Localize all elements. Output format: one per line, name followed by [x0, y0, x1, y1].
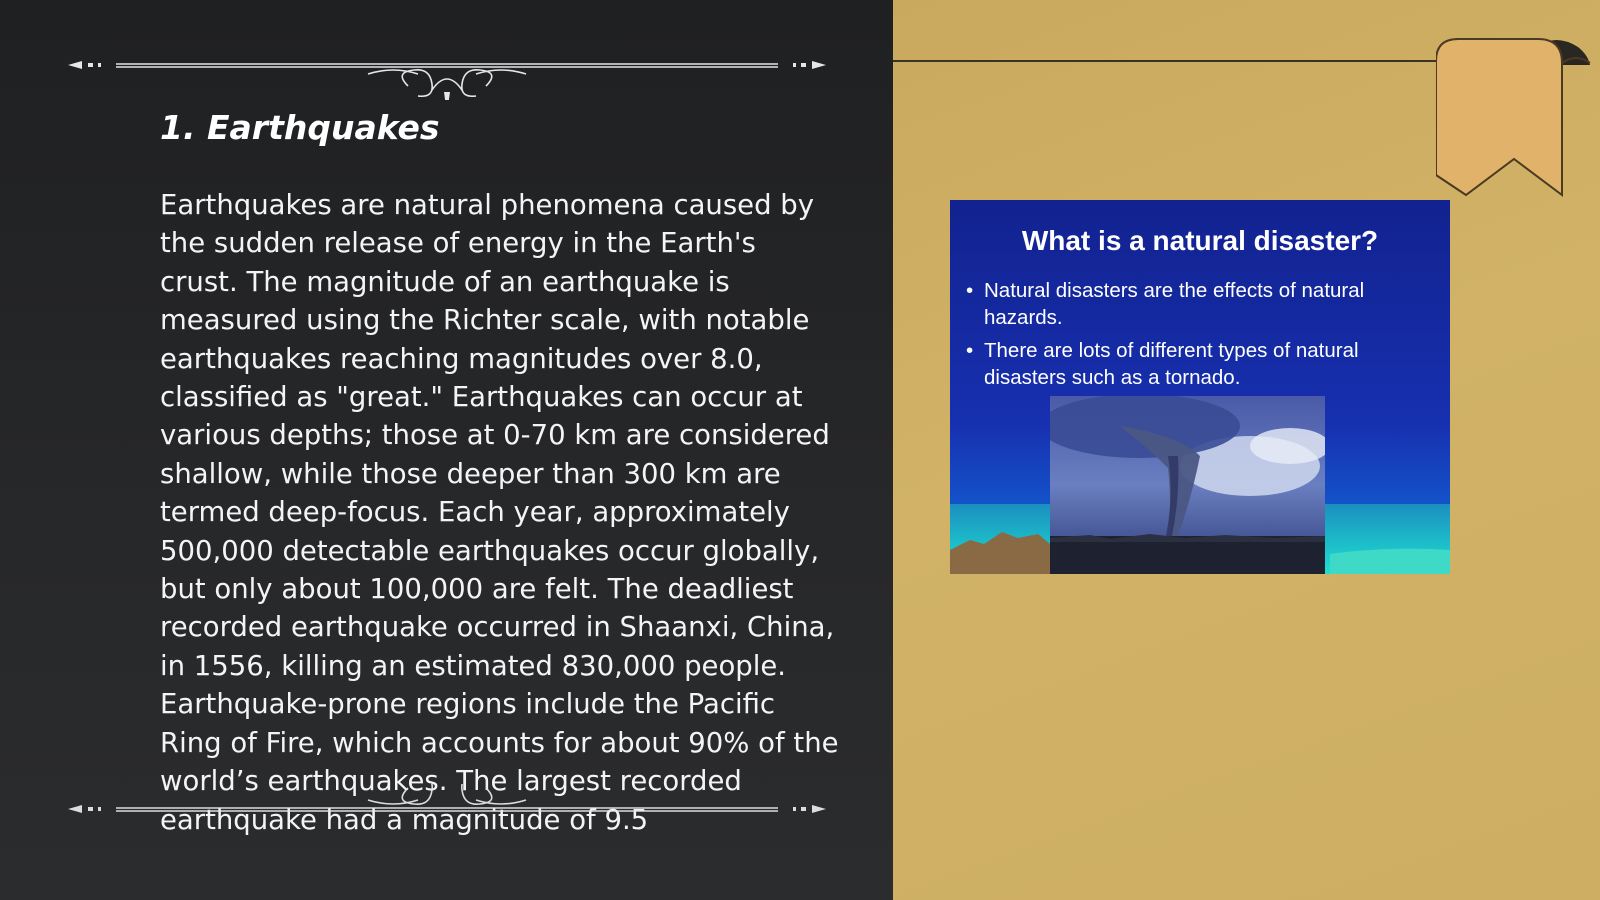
- bullet-icon: •: [966, 339, 974, 362]
- embedded-slide-thumbnail: [950, 200, 1450, 574]
- gold-image-panel: [893, 0, 1600, 900]
- slide-bullet-list: [966, 278, 1426, 398]
- tornado-photo: [1050, 396, 1325, 574]
- slide-bullet-text: Natural disasters are the effects of natural hazards.: [984, 279, 1365, 329]
- slide-bullet: [966, 338, 1426, 391]
- slide-bullet: [966, 278, 1426, 331]
- slide-bullet-text: There are lots of different types of natural disasters such as a tornado.: [984, 339, 1359, 389]
- section-heading: 1. Earthquakes: [160, 108, 440, 147]
- bookmark-ribbon-icon: [1436, 35, 1600, 199]
- slide-title: What is a natural disaster?: [1021, 225, 1379, 256]
- earthquake-body-text: Earthquakes are natural phenomena caused by the sudden release of energy in the Earth's crust. The magnitude of an earthquake is measured using the Richter scale, with notable earthquakes reaching magnitudes over 8.0, classified as "great." Earthquakes can occur at various depths; those at 0-70 km are considered shallow, while those deeper than 300 km are termed deep-focus. Each year, approximately 500,000 detectable earthquakes occur globally, but only about 100,000 are felt. The deadliest recorded earthquake occurred in Shaanxi, China, in 1556, killing an estimated 830,000 people. Earthquake-prone regions include the Pacific Ring of Fire, which accounts for about 90% of the world’s earthquakes. The largest recorded earthquake had a magnitude of 9.5: [160, 189, 839, 836]
- scroll-divider-icon: [68, 40, 826, 100]
- header-divider-line: [893, 60, 1438, 62]
- scroll-divider-icon: [68, 784, 826, 844]
- bullet-icon: •: [966, 279, 974, 302]
